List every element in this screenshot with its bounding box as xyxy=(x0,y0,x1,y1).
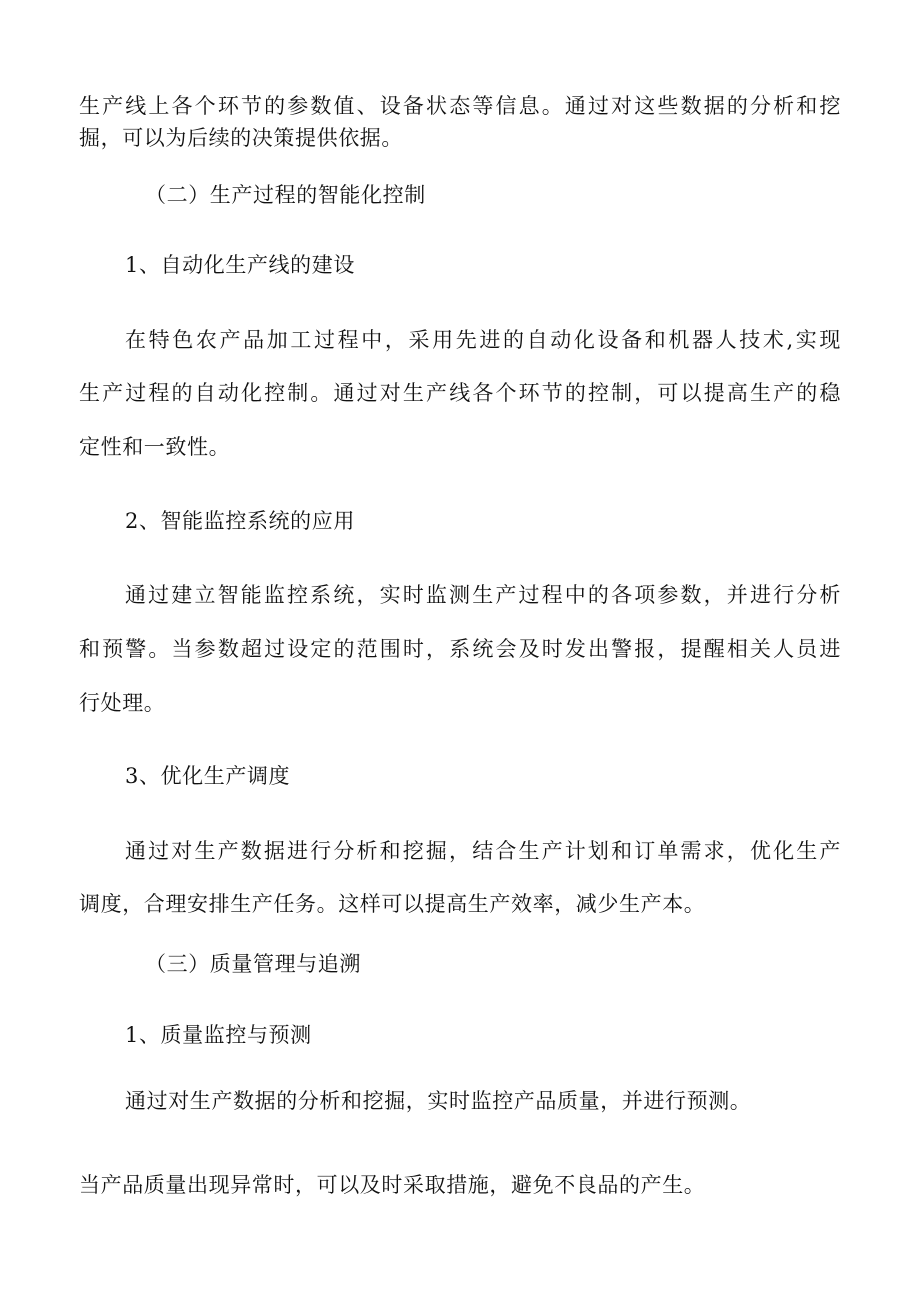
paragraph-line: 掘，可以为后续的决策提供依据。 xyxy=(79,126,403,150)
paragraph-line: 生产过程的自动化控制。通过对生产线各个环节的控制，可以提高生产的稳 xyxy=(79,381,841,405)
paragraph-line: 和预警。当参数超过设定的范围时，系统会及时发出警报，提醒相关人员进 xyxy=(79,637,841,661)
item-title: 2、智能监控系统的应用 xyxy=(125,509,355,533)
paragraph-line: 通过建立智能监控系统，实时监测生产过程中的各项参数，并进行分析 xyxy=(125,583,841,607)
item-title: 1、自动化生产线的建设 xyxy=(125,253,355,277)
paragraph-line: 当产品质量出现异常时，可以及时采取措施，避免不良品的产生。 xyxy=(79,1173,706,1197)
paragraph-line: 调度，合理安排生产任务。这样可以提高生产效率，减少生产本。 xyxy=(79,892,706,916)
paragraph-line: 在特色农产品加工过程中，采用先进的自动化设备和机器人技术,实现 xyxy=(125,328,841,352)
section-heading: （二）生产过程的智能化控制 xyxy=(145,183,426,207)
paragraph-line: 定性和一致性。 xyxy=(79,435,231,459)
item-title: 1、质量监控与预测 xyxy=(125,1023,312,1047)
paragraph-line: 行处理。 xyxy=(79,691,166,715)
paragraph-line: 生产线上各个环节的参数值、设备状态等信息。通过对这些数据的分析和挖 xyxy=(79,94,841,118)
item-title: 3、优化生产调度 xyxy=(125,764,291,788)
section-heading: （三）质量管理与追溯 xyxy=(145,952,361,976)
paragraph-line: 通过对生产数据进行分析和挖掘，结合生产计划和订单需求，优化生产 xyxy=(125,839,841,863)
paragraph-line: 通过对生产数据的分析和挖掘，实时监控产品质量，并进行预测。 xyxy=(125,1089,752,1113)
